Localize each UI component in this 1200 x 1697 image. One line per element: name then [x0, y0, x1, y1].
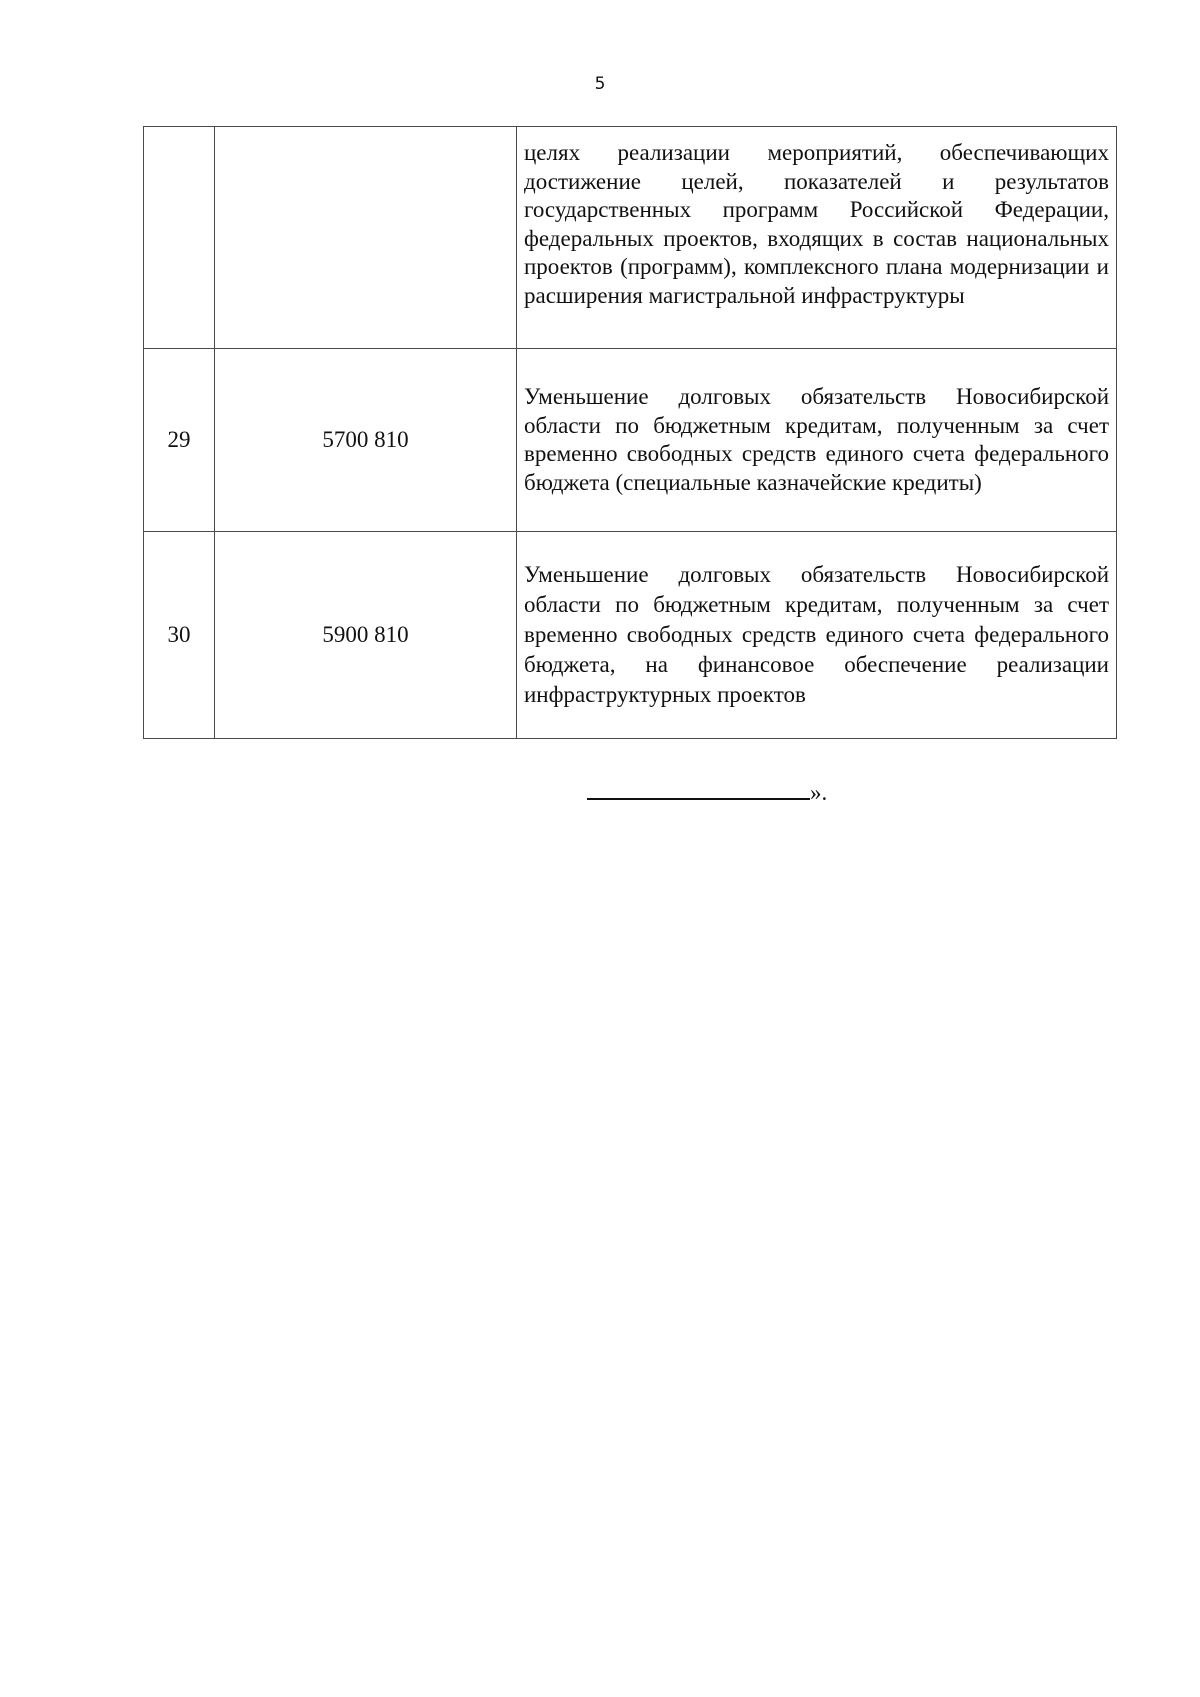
- row-code-cell: 5700 810: [215, 349, 517, 532]
- table-row: [144, 532, 1117, 739]
- signature-underline: [587, 776, 810, 800]
- closing-line: [587, 776, 827, 807]
- table-row: [144, 349, 1117, 532]
- budget-codes-table: [143, 126, 1117, 739]
- table-row: [144, 127, 1117, 349]
- row-code-cell: [215, 127, 517, 349]
- row-description-cell: целях реализации мероприятий, обеспечивающих достижение целей, показателей и результатов государственных программ Российской Федерации, федеральных проектов, входящих в состав национальных проектов (программ), комплексного плана модернизации и расширения магистральной инфраструктуры: [517, 127, 1117, 349]
- row-description-cell: Уменьшение долговых обязательств Новосибирской области по бюджетным кредитам, полученным за счет временно свободных средств единого счета федерального бюджета, на финансовое обеспечение реализации инфраструктурных проектов: [517, 532, 1117, 739]
- row-number-cell: [144, 127, 215, 349]
- row-number-cell: 29: [144, 349, 215, 532]
- closing-quote-mark: ».: [810, 780, 828, 805]
- row-description-cell: Уменьшение долговых обязательств Новосибирской области по бюджетным кредитам, полученным за счет временно свободных средств единого счета федерального бюджета (специальные казначейские кредиты): [517, 349, 1117, 532]
- row-number-cell: 30: [144, 532, 215, 739]
- page-number: 5: [594, 74, 606, 94]
- row-code-cell: 5900 810: [215, 532, 517, 739]
